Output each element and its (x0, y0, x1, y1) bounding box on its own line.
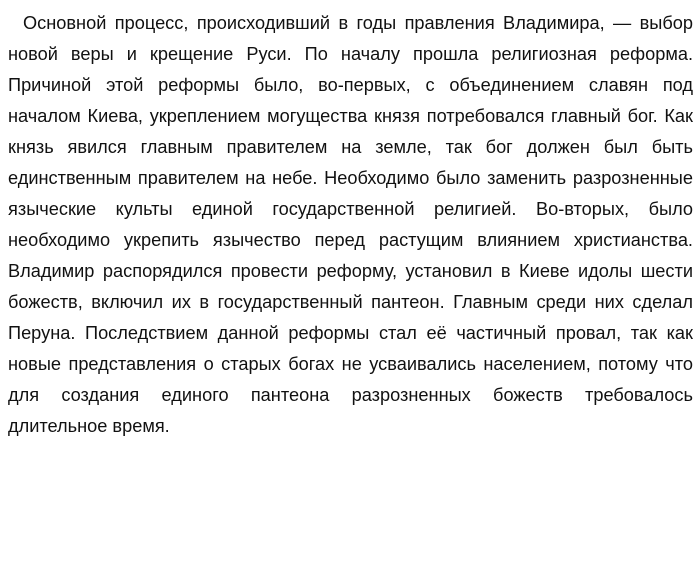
document-page (8, 8, 693, 442)
body-paragraph: Основной процесс, происходивший в годы правления Владимира, — выбор новой веры и крещение Руси. По началу прошла религиозная реформа. Причиной этой реформы было, во-первых, с объединением славян под началом Киева, укреплением могущества князя потребовался главный бог. Как князь явился главным правителем на земле, так бог должен был быть единственным правителем на небе. Необходимо было заменить разрозненные языческие культы единой государственной религией. Во-вторых, было необходимо укрепить язычество перед растущим влиянием христианства. Владимир распорядился провести реформу, установил в Киеве идолы шести божеств, включил их в государственный пантеон. Главным среди них сделал Перуна. Последствием данной реформы стал её частичный провал, так как новые представления о старых богах не усваивались населением, потому что для создания единого пантеона разрозненных божеств требовалось длительное время. (8, 13, 693, 436)
